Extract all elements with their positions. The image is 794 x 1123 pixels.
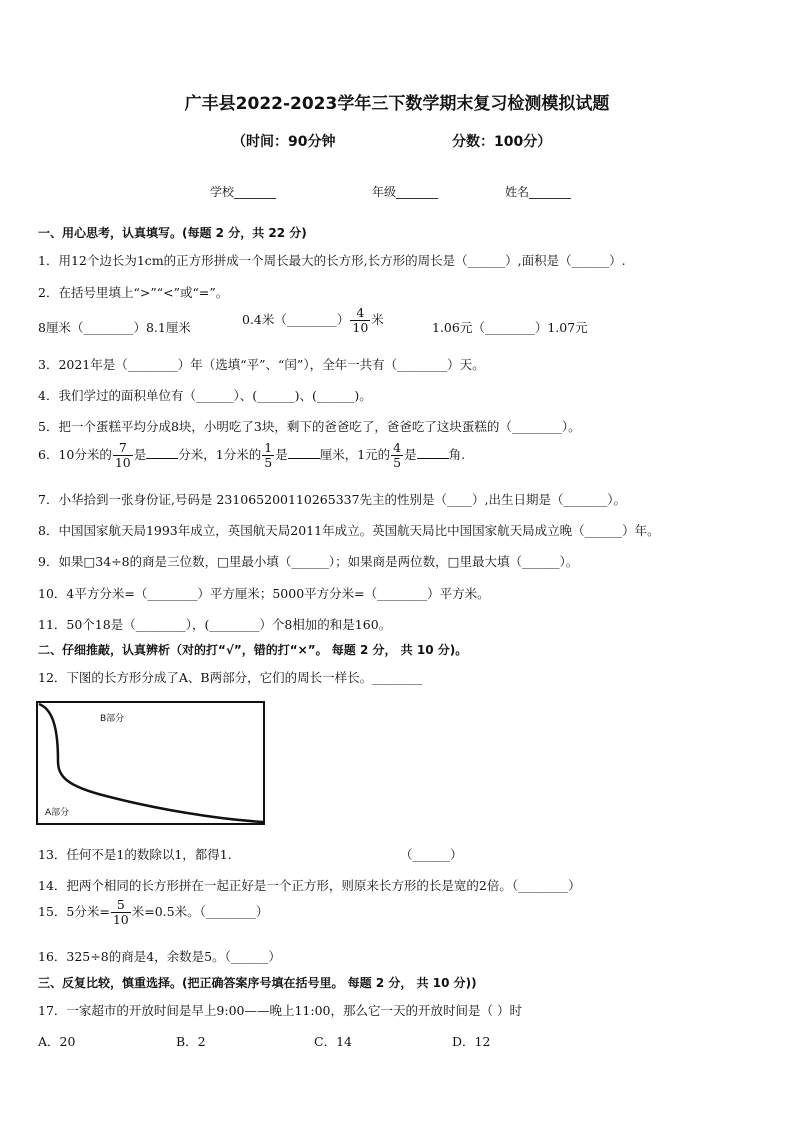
fraction: $\frac{4}{10}$ — [352, 305, 369, 335]
question-5: 5．把一个蛋糕平均分成8块，小明吃了3块，剩下的爸爸吃了，爸爸吃了这块蛋糕的（________）。 — [38, 419, 581, 434]
q2b-text: 0.4米（________） — [242, 312, 350, 327]
fraction: $\frac{4}{5}$ — [393, 440, 402, 470]
grade-field: 年级_______ — [372, 185, 439, 199]
section-3-heading: 三、反复比较，慎重选择。(把正确答案序号填在括号里。 每题 2 分， 共 10 分)) — [38, 976, 477, 990]
question-12: 12．下图的长方形分成了A、B两部分，它们的周长一样长。________ — [38, 670, 423, 685]
name-field: 姓名_______ — [505, 185, 572, 199]
time-label: （时间：90分钟 — [232, 134, 336, 150]
fraction: $\frac{5}{10}$ — [112, 897, 129, 927]
question-11: 11．50个18是（________），(________）个8相加的和是160。 — [38, 617, 392, 632]
question-4: 4．我们学过的面积单位有（______）、(______)、(______)。 — [38, 388, 372, 403]
section-2-heading: 二、仔细推敲，认真辨析（对的打“√”，错的打“×”。 每题 2 分， 共 10 分)。 — [38, 643, 468, 657]
school-field: 学校_______ — [210, 185, 277, 199]
score-label: 分数：100分） — [452, 134, 552, 150]
answer-blank[interactable] — [288, 446, 320, 459]
question-13: 13．任何不是1的数除以1，都得1. — [38, 847, 232, 862]
answer-blank[interactable] — [417, 446, 449, 459]
question-2a: 8厘米（________）8.1厘米 — [38, 320, 191, 335]
option-c[interactable]: C．14 — [314, 1034, 352, 1049]
option-a[interactable]: A．20 — [38, 1034, 76, 1049]
section-1-heading: 一、用心思考，认真填写。(每题 2 分，共 22 分) — [38, 226, 307, 240]
question-2c: 1.06元（________）1.07元 — [432, 320, 588, 335]
page-title: 广丰县2022-2023学年三下数学期末复习检测模拟试题 — [184, 94, 610, 114]
question-6: 6．10分米的 $\frac{7}{10}$ 是 分米，1分米的 $\frac{1}{5}$ 是 厘米，1元的 $\frac{4}{5}$ 是 角. — [38, 440, 466, 470]
question-17: 17．一家超市的开放时间是早上9:00——晚上11:00，那么它一天的开放时间是（ ）时 — [38, 1003, 522, 1018]
option-b[interactable]: B．2 — [176, 1034, 206, 1049]
option-d[interactable]: D．12 — [452, 1034, 491, 1049]
fraction: $\frac{7}{10}$ — [114, 440, 131, 470]
dividing-curve — [39, 704, 263, 822]
question-7: 7．小华拾到一张身份证,号码是 231065200110265337先主的性别是（____）,出生日期是（_______）。 — [38, 492, 627, 507]
question-8: 8．中国国家航天局1993年成立，英国航天局2011年成立。英国航天局比中国国家航天局成立晚（______）年。 — [38, 523, 660, 538]
question-1: 1．用12个边长为1cm的正方形拼成一个周长最大的长方形,长方形的周长是（______）,面积是（______）. — [38, 253, 626, 268]
question-9: 9．如果□34÷8的商是三位数，□里最小填（______）；如果商是两位数，□里最大填（______）。 — [38, 554, 579, 569]
question-16: 16．325÷8的商是4，余数是5。（______） — [38, 949, 281, 964]
fraction: $\frac{1}{5}$ — [264, 440, 273, 470]
question-2b: 0.4米（________） $\frac{4}{10}$ 米 — [242, 305, 384, 335]
part-a-label: A部分 — [45, 808, 70, 818]
part-b-label: B部分 — [100, 714, 125, 724]
question-14: 14．把两个相同的长方形拼在一起正好是一个正方形，则原来长方形的长是宽的2倍。（________） — [38, 878, 581, 893]
question-13-answer[interactable]: （______） — [400, 847, 463, 862]
answer-blank[interactable] — [146, 446, 178, 459]
question-15: 15．5分米= $\frac{5}{10}$ 米=0.5米。（________） — [38, 897, 269, 927]
rectangle-figure — [36, 701, 265, 825]
question-10: 10．4平方分米=（________）平方厘米；5000平方分米=（________）平方米。 — [38, 586, 490, 601]
question-3: 3．2021年是（________）年（选填“平”、“闰”），全年一共有（________）天。 — [38, 357, 485, 372]
question-2: 2．在括号里填上“>”“<”或“=”。 — [38, 285, 229, 300]
